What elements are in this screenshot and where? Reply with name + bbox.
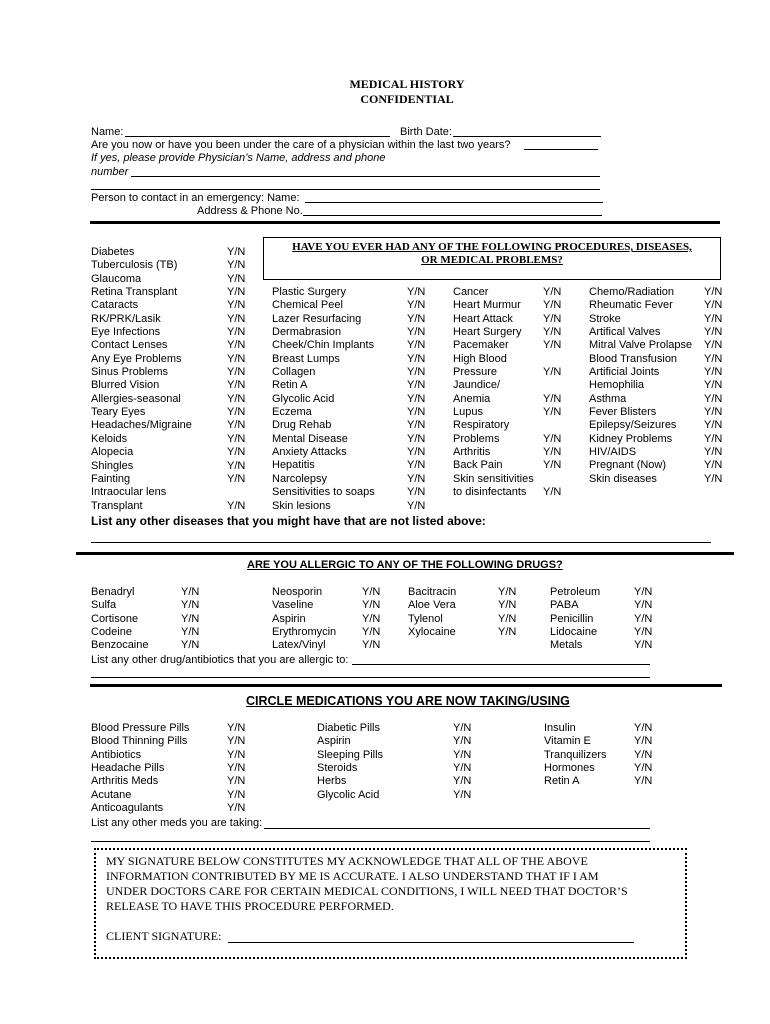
yes-no-toggle: Y/N — [407, 379, 426, 392]
disease-item: to disinfectants — [453, 486, 527, 499]
disease-item: Chemical Peel — [272, 299, 343, 312]
yes-no-toggle: Y/N — [227, 326, 246, 339]
yes-no-toggle[interactable]: Y/N — [362, 612, 381, 625]
yes-no-toggle[interactable]: Y/N — [634, 722, 653, 734]
disease-item: Pacemaker — [453, 339, 509, 352]
yes-no-toggle: Y/N — [407, 446, 426, 459]
allergy-item: Latex/Vinyl — [272, 639, 326, 652]
disease-item: Keloids — [91, 432, 128, 445]
disease-item: Cheek/Chin Implants — [272, 339, 375, 352]
allergy-yn-col2 — [362, 586, 380, 653]
yes-no-toggle: Y/N — [543, 392, 562, 405]
diseases-heading-2: OR MEDICAL PROBLEMS? — [421, 254, 563, 266]
allergy-item: Xylocaine — [408, 626, 456, 639]
medication-item: Antibiotics — [91, 748, 142, 761]
allergy-list-col2 — [272, 586, 336, 653]
yes-no-toggle[interactable]: Y/N — [634, 762, 653, 775]
allergy-list-col4 — [550, 586, 600, 653]
yes-no-toggle: Y/N — [407, 499, 426, 512]
yes-no-toggle: Y/N — [227, 339, 246, 352]
physician-info-field[interactable] — [131, 176, 600, 177]
physician-instructions: If yes, please provide Physician’s Name, address and phone — [91, 152, 386, 164]
yes-no-toggle[interactable]: Y/N — [181, 612, 200, 625]
yes-no-toggle: Y/N — [704, 419, 723, 432]
yes-no-toggle: Y/N — [704, 326, 723, 339]
yes-no-toggle[interactable]: Y/N — [227, 748, 246, 761]
address-label: Address & Phone No. — [197, 205, 303, 217]
medication-item: Aspirin — [317, 735, 351, 748]
yes-no-toggle[interactable]: Y/N — [453, 775, 472, 788]
disease-yn-col4 — [704, 286, 722, 486]
yes-no-toggle[interactable]: Y/N — [634, 599, 653, 612]
medication-item: Sleeping Pills — [317, 748, 384, 761]
allergies-heading: ARE YOU ALLERGIC TO ANY OF THE FOLLOWING DRUGS? — [247, 559, 563, 571]
disease-item: Headaches/Migraine — [91, 419, 192, 432]
yes-no-toggle: Y/N — [407, 366, 426, 379]
disease-item: Heart Attack — [453, 312, 513, 325]
medication-item: Glycolic Acid — [317, 788, 380, 801]
disease-item: Skin diseases — [589, 472, 657, 485]
disease-item: Cancer — [453, 286, 489, 298]
name-field[interactable] — [125, 136, 390, 137]
yes-no-toggle: Y/N — [407, 419, 426, 432]
yes-no-toggle[interactable]: Y/N — [227, 762, 246, 775]
medication-item: Arthritis Meds — [91, 775, 159, 788]
medication-item: Acutane — [91, 788, 132, 801]
yes-no-toggle: Y/N — [704, 339, 723, 352]
allergy-yn-col4 — [634, 586, 652, 653]
disease-item: Any Eye Problems — [91, 352, 182, 365]
yes-no-toggle[interactable]: Y/N — [453, 788, 472, 801]
medication-item: Blood Pressure Pills — [91, 722, 190, 734]
disease-item: RK/PRK/Lasik — [91, 312, 161, 325]
medications-heading: CIRCLE MEDICATIONS YOU ARE NOW TAKING/USING — [246, 694, 570, 708]
signature-statement-4: RELEASE TO HAVE THIS PROCEDURE PERFORMED. — [106, 899, 394, 913]
yes-no-toggle: Y/N — [407, 299, 426, 312]
allergy-item: Cortisone — [91, 612, 139, 625]
yes-no-toggle: Y/N — [227, 312, 246, 325]
physician-question: Are you now or have you been under the care of a physician within the last two years? — [91, 139, 511, 151]
other-meds-field[interactable] — [264, 828, 650, 829]
signature-statement-2: INFORMATION CONTRIBUTED BY ME IS ACCURATE. I ALSO UNDERSTAND THAT IF I AM — [106, 869, 599, 883]
yes-no-toggle: Y/N — [227, 352, 246, 365]
medication-item: Insulin — [544, 722, 576, 734]
disease-item: Retina Transplant — [91, 286, 178, 299]
divider — [90, 221, 720, 224]
yes-no-toggle: Y/N — [407, 339, 426, 352]
emergency-name-field[interactable] — [305, 202, 603, 203]
yes-no-toggle: Y/N — [227, 446, 246, 459]
yes-no-toggle: Y/N — [543, 339, 562, 352]
yes-no-toggle[interactable]: Y/N — [498, 586, 517, 598]
yes-no-toggle: Y/N — [227, 392, 246, 405]
disease-item: Collagen — [272, 366, 316, 379]
medication-item: Anticoagulants — [91, 802, 164, 815]
yes-no-toggle[interactable]: Y/N — [227, 802, 246, 815]
yes-no-toggle[interactable]: Y/N — [634, 639, 653, 652]
disease-item: Glaucoma — [91, 272, 142, 285]
other-allergies-field[interactable] — [352, 664, 650, 665]
birth-date-label: Birth Date: — [400, 126, 452, 138]
yes-no-toggle[interactable]: Y/N — [362, 626, 381, 639]
yes-no-toggle: Y/N — [704, 472, 723, 485]
medication-yn-col2 — [453, 722, 471, 802]
diseases-heading: HAVE YOU EVER HAD ANY OF THE FOLLOWING PROCEDURES, DISEASES, — [292, 241, 692, 253]
physician-info-field-2[interactable] — [91, 189, 600, 190]
yes-no-toggle: Y/N — [227, 499, 246, 512]
number-label: number — [91, 166, 129, 178]
yes-no-toggle[interactable]: Y/N — [498, 612, 517, 625]
medication-list-col3 — [544, 722, 607, 789]
emergency-contact-label: Person to contact in an emergency: Name: — [91, 192, 300, 204]
yes-no-toggle[interactable]: Y/N — [634, 612, 653, 625]
disease-list-col4 — [589, 286, 692, 486]
medication-item: Hormones — [544, 762, 595, 775]
disease-list-col1 — [91, 246, 192, 513]
yes-no-toggle: Y/N — [227, 246, 246, 258]
disease-item: Artificial Joints — [589, 366, 660, 379]
yes-no-toggle[interactable]: Y/N — [634, 735, 653, 748]
yes-no-toggle: Y/N — [407, 312, 426, 325]
yes-no-toggle: Y/N — [407, 459, 426, 472]
client-signature-label: CLIENT SIGNATURE: — [106, 929, 222, 943]
disease-item: Chemo/Radiation — [589, 286, 674, 298]
signature-statement-3: UNDER DOCTORS CARE FOR CERTAIN MEDICAL CONDITIONS, I WILL NEED THAT DOCTOR’S — [106, 884, 628, 898]
yes-no-toggle: Y/N — [543, 406, 562, 419]
yes-no-toggle: Y/N — [704, 366, 723, 379]
yes-no-toggle: Y/N — [704, 406, 723, 419]
disease-item: Artifical Valves — [589, 326, 661, 339]
yes-no-toggle[interactable]: Y/N — [453, 722, 472, 734]
yes-no-toggle — [543, 353, 561, 366]
yes-no-toggle[interactable]: Y/N — [453, 748, 472, 761]
allergy-item: Erythromycin — [272, 626, 337, 639]
yes-no-toggle: Y/N — [543, 312, 562, 325]
other-diseases-label: List any other diseases that you might have that are not listed above: — [91, 514, 486, 528]
yes-no-toggle — [227, 486, 245, 499]
yes-no-toggle[interactable]: Y/N — [181, 639, 200, 652]
allergy-yn-col1 — [181, 586, 199, 653]
disease-item: Glycolic Acid — [272, 392, 335, 405]
name-label: Name: — [91, 126, 124, 138]
yes-no-toggle: Y/N — [704, 379, 723, 392]
disease-item: Lazer Resurfacing — [272, 312, 362, 325]
disease-item: Cataracts — [91, 299, 139, 312]
yes-no-toggle: Y/N — [227, 259, 246, 272]
disease-item: Epilepsy/Seizures — [589, 419, 677, 432]
disease-item: Fever Blisters — [589, 406, 657, 419]
medication-list-col1 — [91, 722, 189, 815]
disease-item: Mental Disease — [272, 432, 348, 445]
yes-no-toggle: Y/N — [407, 326, 426, 339]
disease-item: Contact Lenses — [91, 339, 168, 352]
disease-item: Anemia — [453, 392, 491, 405]
medication-yn-col1 — [227, 722, 245, 815]
disease-item: Transplant — [91, 499, 143, 512]
disease-item: Hepatitis — [272, 459, 315, 472]
yes-no-toggle[interactable]: Y/N — [227, 722, 246, 734]
allergy-item: PABA — [550, 599, 579, 612]
yes-no-toggle[interactable]: Y/N — [498, 599, 517, 612]
yes-no-toggle[interactable]: Y/N — [498, 626, 517, 639]
disease-item: Fainting — [91, 472, 131, 485]
disease-item: Narcolepsy — [272, 472, 328, 485]
allergy-item: Codeine — [91, 626, 132, 639]
disease-item: Blood Transfusion — [589, 352, 678, 365]
disease-item: Kidney Problems — [589, 432, 673, 445]
yes-no-toggle: Y/N — [543, 299, 562, 312]
yes-no-toggle: Y/N — [407, 486, 426, 499]
signature-statement-1: MY SIGNATURE BELOW CONSTITUTES MY ACKNOWLEDGE THAT ALL OF THE ABOVE — [106, 854, 588, 868]
disease-item: Dermabrasion — [272, 326, 342, 339]
yes-no-toggle[interactable]: Y/N — [362, 599, 381, 612]
disease-item: Pregnant (Now) — [589, 459, 667, 472]
allergy-item: Bacitracin — [408, 586, 457, 598]
medication-item: Blood Thinning Pills — [91, 735, 188, 748]
disease-list-col3 — [453, 286, 534, 500]
address-field[interactable] — [303, 215, 602, 216]
allergy-item: Petroleum — [550, 586, 601, 598]
disease-item: Plastic Surgery — [272, 286, 346, 298]
other-meds-label: List any other meds you are taking: — [91, 817, 263, 829]
yes-no-toggle: Y/N — [227, 459, 246, 472]
disease-item: Sensitivities to soaps — [272, 486, 375, 499]
yes-no-toggle: Y/N — [227, 406, 246, 419]
yes-no-toggle: Y/N — [227, 379, 246, 392]
yes-no-toggle: Y/N — [407, 472, 426, 485]
yes-no-toggle: Y/N — [227, 432, 246, 445]
medication-item: Tranquilizers — [544, 748, 607, 761]
allergy-item: Aspirin — [272, 612, 306, 625]
allergy-list-col1 — [91, 586, 149, 653]
disease-item: Stroke — [589, 312, 621, 325]
disease-item: Mitral Valve Prolapse — [589, 339, 693, 352]
other-diseases-field[interactable] — [91, 542, 711, 543]
disease-item: Heart Surgery — [453, 326, 522, 339]
yes-no-toggle: Y/N — [407, 286, 426, 298]
other-meds-field-2[interactable] — [91, 841, 650, 842]
yes-no-toggle: Y/N — [227, 286, 246, 299]
yes-no-toggle: Y/N — [543, 286, 562, 298]
disease-item: Eye Infections — [91, 326, 161, 339]
yes-no-toggle — [543, 419, 561, 432]
yes-no-toggle: Y/N — [543, 326, 562, 339]
yes-no-toggle — [543, 379, 561, 392]
yes-no-toggle[interactable]: Y/N — [362, 639, 381, 652]
yes-no-toggle: Y/N — [543, 432, 562, 445]
disease-item: Retin A — [272, 379, 308, 392]
yes-no-toggle: Y/N — [704, 286, 723, 298]
physician-answer-field[interactable] — [524, 149, 598, 150]
disease-item: Drug Rehab — [272, 419, 332, 432]
yes-no-toggle: Y/N — [407, 432, 426, 445]
allergy-item: Benzocaine — [91, 639, 149, 652]
allergy-yn-col3 — [498, 586, 516, 639]
allergy-item: Penicillin — [550, 612, 594, 625]
yes-no-toggle[interactable]: Y/N — [227, 788, 246, 801]
disease-item: HIV/AIDS — [589, 446, 637, 459]
disease-list-col2 — [272, 286, 375, 513]
yes-no-toggle: Y/N — [543, 459, 562, 472]
disease-item: Back Pain — [453, 459, 503, 472]
disease-item: Diabetes — [91, 246, 135, 258]
yes-no-toggle: Y/N — [704, 446, 723, 459]
yes-no-toggle: Y/N — [704, 299, 723, 312]
yes-no-toggle[interactable]: Y/N — [227, 735, 246, 748]
yes-no-toggle[interactable]: Y/N — [634, 748, 653, 761]
yes-no-toggle: Y/N — [543, 446, 562, 459]
disease-yn-col2 — [407, 286, 425, 513]
disease-yn-col3 — [543, 286, 561, 500]
disease-item: Breast Lumps — [272, 352, 340, 365]
yes-no-toggle[interactable]: Y/N — [181, 599, 200, 612]
yes-no-toggle[interactable]: Y/N — [362, 586, 381, 598]
disease-item: Tuberculosis (TB) — [91, 259, 178, 272]
yes-no-toggle[interactable]: Y/N — [453, 735, 472, 748]
allergy-list-col3 — [408, 586, 456, 639]
disease-item: Lupus — [453, 406, 483, 419]
client-signature-field[interactable] — [228, 942, 634, 943]
medication-item: Vitamin E — [544, 735, 591, 748]
yes-no-toggle[interactable]: Y/N — [181, 626, 200, 639]
yes-no-toggle: Y/N — [227, 299, 246, 312]
yes-no-toggle: Y/N — [227, 419, 246, 432]
medication-item: Diabetic Pills — [317, 722, 380, 734]
page-subtitle: CONFIDENTIAL — [360, 92, 454, 106]
yes-no-toggle: Y/N — [227, 272, 246, 285]
birth-date-field[interactable] — [453, 136, 601, 137]
disease-item: Respiratory — [453, 419, 510, 432]
allergy-item: Benadryl — [91, 586, 135, 598]
disease-item: Blurred Vision — [91, 379, 160, 392]
yes-no-toggle[interactable]: Y/N — [634, 586, 653, 598]
disease-item: Skin lesions — [272, 499, 331, 512]
yes-no-toggle: Y/N — [543, 486, 562, 499]
yes-no-toggle[interactable]: Y/N — [634, 775, 653, 788]
yes-no-toggle: Y/N — [704, 352, 723, 365]
allergy-item: Metals — [550, 639, 583, 652]
disease-item: Sinus Problems — [91, 366, 169, 379]
disease-item: Asthma — [589, 392, 627, 405]
disease-item: Skin sensitivities — [453, 472, 534, 485]
disease-item: Anxiety Attacks — [272, 446, 347, 459]
medication-item: Headache Pills — [91, 762, 165, 775]
yes-no-toggle — [543, 473, 561, 486]
allergy-item: Sulfa — [91, 599, 117, 612]
yes-no-toggle: Y/N — [407, 352, 426, 365]
yes-no-toggle: Y/N — [407, 406, 426, 419]
yes-no-toggle[interactable]: Y/N — [227, 775, 246, 788]
yes-no-toggle: Y/N — [704, 432, 723, 445]
medication-list-col2 — [317, 722, 383, 802]
disease-item: Jaundice/ — [453, 379, 501, 392]
disease-item: Allergies-seasonal — [91, 392, 181, 405]
yes-no-toggle: Y/N — [543, 366, 562, 379]
allergy-item: Aloe Vera — [408, 599, 456, 612]
allergy-item: Neosporin — [272, 586, 323, 598]
other-allergies-field-2[interactable] — [91, 677, 650, 678]
allergy-item: Lidocaine — [550, 626, 598, 639]
yes-no-toggle: Y/N — [227, 472, 246, 485]
other-allergies-label: List any other drug/antibiotics that you are allergic to: — [91, 654, 349, 666]
divider — [90, 684, 722, 687]
medication-item: Herbs — [317, 775, 347, 788]
disease-item: Pressure — [453, 366, 498, 379]
allergy-item: Vaseline — [272, 599, 314, 612]
disease-item: Rheumatic Fever — [589, 299, 673, 312]
yes-no-toggle: Y/N — [704, 392, 723, 405]
yes-no-toggle: Y/N — [227, 366, 246, 379]
disease-item: Hemophilia — [589, 379, 645, 392]
page-title: MEDICAL HISTORY — [349, 77, 465, 91]
yes-no-toggle[interactable]: Y/N — [453, 762, 472, 775]
disease-item: High Blood — [453, 352, 507, 365]
yes-no-toggle[interactable]: Y/N — [634, 626, 653, 639]
disease-yn-col1 — [227, 246, 245, 513]
allergy-item: Tylenol — [408, 612, 443, 625]
medication-yn-col3 — [634, 722, 652, 789]
yes-no-toggle[interactable]: Y/N — [181, 586, 200, 598]
medication-item: Retin A — [544, 775, 580, 788]
disease-item: Arthritis — [453, 446, 491, 459]
yes-no-toggle: Y/N — [704, 459, 723, 472]
disease-item: Intraocular lens — [91, 486, 167, 499]
disease-item: Teary Eyes — [91, 406, 146, 419]
disease-item: Shingles — [91, 459, 134, 472]
medication-item: Steroids — [317, 762, 358, 775]
disease-item: Heart Murmur — [453, 299, 521, 312]
disease-item: Alopecia — [91, 446, 134, 459]
disease-item: Problems — [453, 432, 500, 445]
yes-no-toggle: Y/N — [704, 312, 723, 325]
divider — [76, 552, 734, 555]
yes-no-toggle: Y/N — [407, 392, 426, 405]
disease-item: Eczema — [272, 406, 312, 419]
